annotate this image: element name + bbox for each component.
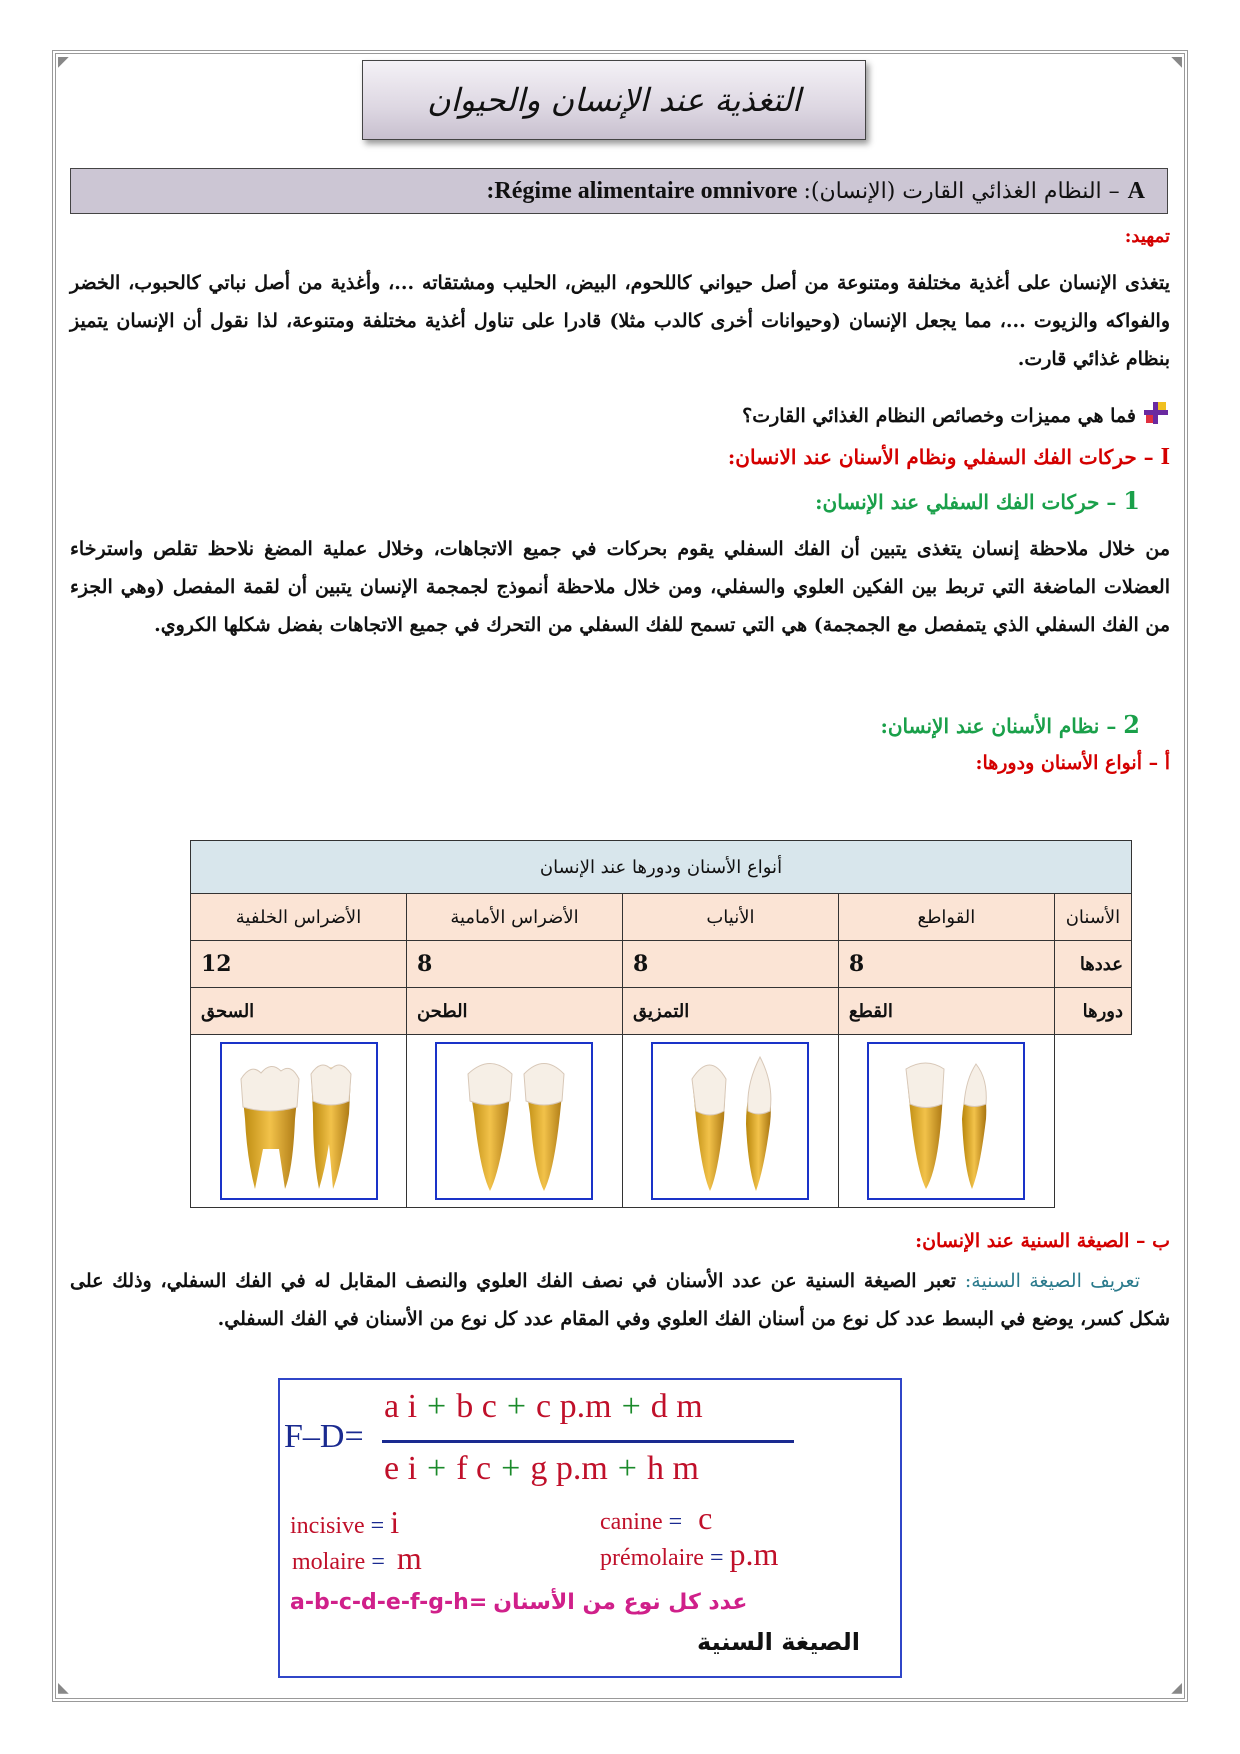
premolaire-symbol: p.m — [729, 1536, 779, 1572]
section-a-arabic: – النظام الغذائي القارت (الإنسان): — [803, 178, 1120, 204]
intro-question: فما هي مميزات وخصائص النظام الغذائي القارت؟ — [742, 404, 1136, 427]
table-caption-row — [191, 841, 1132, 894]
page-title-box — [362, 60, 866, 140]
intro-paragraph: يتغذى الإنسان على أغذية مختلفة ومتنوعة من أصل حيواني كاللحوم، البيض، الحليب ومشتقاته ...، وأغذية من أصل نباتي كالحبوب، الخضر والفواكه والزيوت ...، مما يجعل الإنسان (وحيوانات أخرى كالدب مثلا) قادرا على تناول أغذية مختلفة ومتنوعة، لذا نقول أن الإنسان يتميز بنظام غذائي قارت. — [70, 272, 1170, 370]
premolar-image — [435, 1042, 593, 1200]
count-cell: 12 — [191, 941, 407, 988]
empty-cell — [1054, 1035, 1131, 1208]
equals-sign: = — [668, 1509, 683, 1535]
sub1-title: – حركات الفك السفلي عند الإنسان: — [815, 490, 1117, 514]
role-cell: التمزيق — [622, 988, 838, 1035]
letters-symbols: a-b-c-d-e-f-g-h= — [290, 1590, 488, 1615]
denominator-term: g p.m — [530, 1450, 608, 1487]
table-header-cell: القواطع — [838, 894, 1054, 941]
table-header-row — [191, 894, 1132, 941]
definition-label: تعريف الصيغة السنية: — [964, 1270, 1140, 1292]
premolar-image-cell — [406, 1035, 622, 1208]
table-header-cell: الأضراس الخلفية — [191, 894, 407, 941]
canine-tooth-icon — [660, 1049, 800, 1194]
letters-line — [290, 1590, 747, 1615]
molar-tooth-icon — [229, 1049, 369, 1194]
part-i-num: I — [1160, 444, 1170, 470]
sub1-num: 1 — [1123, 486, 1140, 515]
plus-sign: + — [501, 1450, 521, 1487]
molar-image — [220, 1042, 378, 1200]
equals-sign: = — [709, 1545, 724, 1571]
section-a-french: Régime alimentaire omnivore — [494, 177, 798, 204]
role-cell: الطحن — [406, 988, 622, 1035]
formula-caption: الصيغة السنية — [697, 1628, 860, 1656]
incisor-tooth-icon — [876, 1049, 1016, 1194]
plus-sign: + — [427, 1388, 447, 1425]
corner-mark-icon: ◢ — [1171, 1680, 1182, 1696]
canine-symbol: c — [698, 1500, 713, 1536]
letters-meaning: عدد كل نوع من الأسنان — [493, 1590, 748, 1615]
plus-sign: + — [427, 1450, 447, 1487]
dental-formula-figure — [278, 1378, 902, 1678]
definition-text: تعبر الصيغة السنية عن عدد الأسنان في نصف الفك العلوي والنصف المقابل له في الفك السفلي، وذلك على شكل كسر، يوضع في البسط عدد كل نوع من أسنان الفك العلوي وفي المقام عدد كل نوع من الأسنان في الفك السفلي. — [70, 1270, 1170, 1330]
intro-question-row — [742, 402, 1170, 429]
count-cell: 8 — [838, 941, 1054, 988]
intro-heading: تمهيد: — [1124, 226, 1170, 247]
numerator-term: c p.m — [536, 1388, 612, 1425]
legend-canine — [600, 1500, 712, 1537]
table-header-cell: الأضراس الأمامية — [406, 894, 622, 941]
incisive-symbol: i — [390, 1504, 400, 1540]
table-image-row — [191, 1035, 1132, 1208]
premolaire-label: prémolaire — [600, 1545, 704, 1571]
table-header-cell: الأسنان — [1054, 894, 1131, 941]
role-cell: السحق — [191, 988, 407, 1035]
role-cell: القطع — [838, 988, 1054, 1035]
part-i-title: – حركات الفك السفلي ونظام الأسنان عند الانسان: — [727, 445, 1154, 469]
table-role-row — [191, 988, 1132, 1035]
premolar-tooth-icon — [444, 1049, 584, 1194]
sub1-heading — [815, 486, 1140, 515]
legend-premolaire — [600, 1536, 778, 1573]
count-cell: 8 — [406, 941, 622, 988]
sub2-title: – نظام الأسنان عند الإنسان: — [880, 714, 1117, 738]
section-a-letter: A — [1127, 177, 1145, 204]
page-title: التغذية عند الإنسان والحيوان — [427, 81, 801, 119]
pointer-icon — [1144, 402, 1170, 429]
part-i-heading — [728, 444, 1170, 471]
sub2-heading — [880, 710, 1140, 739]
section-a-colon: : — [486, 177, 495, 204]
count-label: عددها — [1054, 941, 1131, 988]
formula-denominator — [384, 1450, 699, 1488]
numerator-term: b c — [456, 1388, 497, 1425]
sub-b-definition — [70, 1262, 1170, 1338]
canine-image — [651, 1042, 809, 1200]
numerator-term: d m — [650, 1388, 703, 1425]
table-caption: أنواع الأسنان ودورها عند الإنسان — [191, 841, 1132, 894]
corner-mark-icon: ◣ — [58, 1680, 69, 1696]
teeth-table — [190, 840, 1132, 1208]
equals-sign: = — [370, 1513, 385, 1539]
molaire-symbol: m — [396, 1540, 422, 1576]
sub-a-heading: أ – أنواع الأسنان ودورها: — [975, 752, 1170, 774]
formula-numerator — [384, 1388, 703, 1426]
sub1-paragraph: من خلال ملاحظة إنسان يتغذى يتبين أن الفك السفلي يقوم بحركات في جميع الاتجاهات، وخلال عملية المضغ نلاحظ تقلص واسترخاء العضلات الماضغة التي تربط بين الفكين العلوي والسفلي، ومن خلال ملاحظة أنموذج لجمجمة الإنسان يتبين أن لقمة المفصل (وهي الجزء من الفك السفلي الذي يتمفصل مع الجمجمة) هي التي تسمح للفك السفلي من التحرك في جميع الاتجاهات بفضل شكلها الكروي. — [70, 538, 1170, 636]
corner-mark-icon: ◤ — [58, 54, 69, 70]
section-a-bar — [70, 168, 1168, 214]
molaire-label: molaire — [292, 1549, 366, 1575]
sub2-num: 2 — [1123, 710, 1140, 739]
corner-mark-icon: ◥ — [1171, 54, 1182, 70]
legend-molaire — [292, 1540, 422, 1577]
plus-sign: + — [621, 1388, 641, 1425]
table-count-row — [191, 941, 1132, 988]
canine-image-cell — [622, 1035, 838, 1208]
legend-incisive — [290, 1504, 399, 1541]
denominator-term: h m — [646, 1450, 699, 1487]
denominator-term: e i — [384, 1450, 418, 1487]
incisor-image — [867, 1042, 1025, 1200]
table-header-cell: الأنياب — [622, 894, 838, 941]
role-label: دورها — [1054, 988, 1131, 1035]
denominator-term: f c — [456, 1450, 492, 1487]
numerator-term: a i — [384, 1388, 418, 1425]
plus-sign: + — [617, 1450, 637, 1487]
incisive-label: incisive — [290, 1513, 365, 1539]
sub-b-heading: ب – الصيغة السنية عند الإنسان: — [915, 1230, 1170, 1252]
formula-fd: F–D= — [284, 1418, 364, 1455]
equals-sign: = — [371, 1549, 385, 1575]
fraction-bar — [382, 1440, 794, 1443]
count-cell: 8 — [622, 941, 838, 988]
plus-sign: + — [506, 1388, 527, 1425]
incisor-image-cell — [838, 1035, 1054, 1208]
canine-label: canine — [600, 1509, 663, 1535]
molar-image-cell — [191, 1035, 407, 1208]
